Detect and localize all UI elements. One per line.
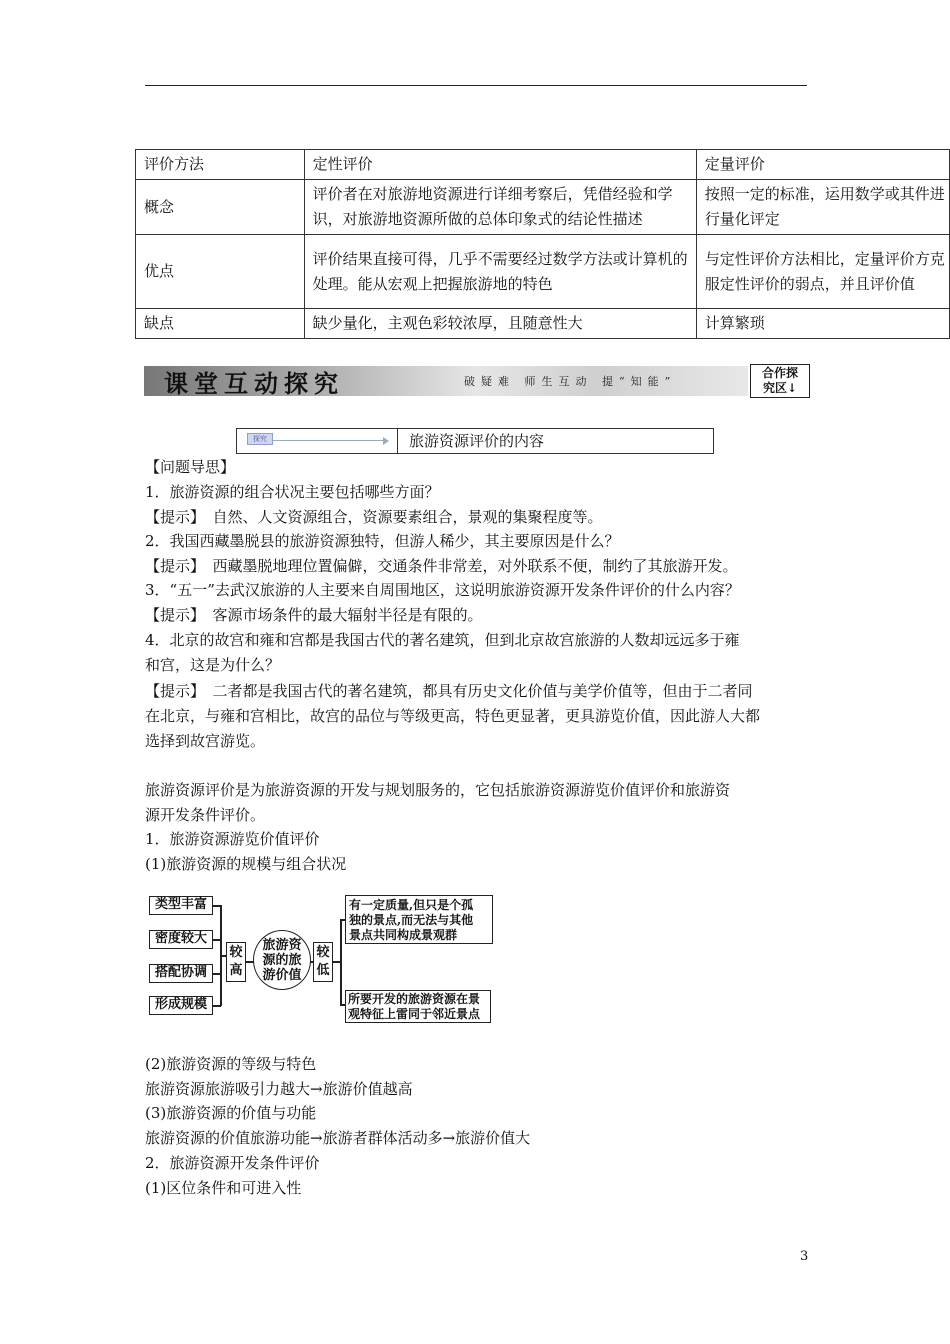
text-line: 【提示】 客源市场条件的最大辐射半径是有限的。 bbox=[145, 606, 483, 624]
table-header-row bbox=[136, 150, 950, 180]
box-text-line: 观特征上雷同于邻近景点 bbox=[348, 1007, 481, 1021]
diagram-box-right-top bbox=[345, 895, 493, 944]
table-cell: 评价结果直接可得，几乎不需要经过数学方法或计算机的处理。能从宏观上把握旅游地的特色 bbox=[304, 235, 696, 309]
text-line: (2)旅游资源的等级与特色 bbox=[145, 1055, 317, 1073]
box-text-line: 所要开发的旅游资源在景 bbox=[348, 992, 481, 1006]
text-line: 选择到故宫游览。 bbox=[145, 732, 266, 750]
box-text-line: 景点共同构成景观群 bbox=[349, 928, 458, 942]
text-line: 源开发条件评价。 bbox=[145, 806, 266, 824]
diagram-box-high: 较高 bbox=[226, 942, 246, 982]
center-text-line: 源的旅 bbox=[262, 953, 302, 968]
comparison-table bbox=[135, 149, 950, 339]
section-banner bbox=[144, 366, 748, 396]
diagram-box-low: 较低 bbox=[313, 942, 333, 982]
diagram-center-circle bbox=[253, 930, 311, 990]
center-text-line: 游价值 bbox=[262, 968, 302, 983]
text-line: 在北京，与雍和宫相比，故宫的品位与等级更高，特色更显著，更具游览价值，因此游人大都 bbox=[145, 707, 761, 725]
table-cell: 按照一定的标准，运用数学或其件进行量化评定 bbox=[696, 180, 949, 235]
text-line: 2．我国西藏墨脱县的旅游资源独特，但游人稀少，其主要原因是什么？ bbox=[145, 532, 620, 550]
text-line: 旅游资源的价值旅游功能→旅游者群体活动多→旅游价值大 bbox=[145, 1129, 531, 1147]
text-line: 1．旅游资源的组合状况主要包括哪些方面？ bbox=[145, 483, 440, 501]
center-text-line: 旅游资 bbox=[262, 938, 302, 953]
text-line: (1)区位条件和可进入性 bbox=[145, 1179, 302, 1197]
table-cell: 缺点 bbox=[136, 309, 305, 339]
table-cell: 缺少量化，主观色彩较浓厚，且随意性大 bbox=[304, 309, 696, 339]
text-line: (1)旅游资源的规模与组合状况 bbox=[145, 855, 347, 873]
text-line: 3．“五一”去武汉旅游的人主要来自周围地区，这说明旅游资源开发条件评价的什么内容？ bbox=[145, 581, 740, 599]
text-line: (3)旅游资源的价值与功能 bbox=[145, 1104, 317, 1122]
table-cell: 评价者在对旅游地资源进行详细考察后，凭借经验和学识，对旅游地资源所做的总体印象式的结论性描述 bbox=[304, 180, 696, 235]
table-cell: 评价方法 bbox=[136, 150, 305, 180]
explore-tag-icon: 探究 bbox=[247, 433, 273, 445]
text-line: 【问题导思】 bbox=[145, 458, 236, 476]
table-row bbox=[136, 235, 950, 309]
explore-heading bbox=[236, 428, 714, 454]
diagram-box-left: 形成规模 bbox=[149, 996, 213, 1015]
page-number: 3 bbox=[800, 1249, 809, 1264]
banner-title: 课堂互动探究 bbox=[164, 369, 344, 398]
explore-tag-area bbox=[237, 429, 398, 453]
banner-subtitle: 破疑难 师生互动 提“知能” bbox=[464, 375, 677, 388]
table-cell: 定量评价 bbox=[696, 150, 949, 180]
text-line: 旅游资源评价是为旅游资源的开发与规划服务的，它包括旅游资源游览价值评价和旅游资 bbox=[145, 781, 731, 799]
table-cell: 概念 bbox=[136, 180, 305, 235]
text-line: 4．北京的故宫和雍和宫都是我国古代的著名建筑，但到北京故宫旅游的人数却远远多于雍 bbox=[145, 631, 740, 649]
badge-line: 究区↓ bbox=[762, 381, 798, 395]
box-text-line: 独的景点,而无法与其他 bbox=[349, 913, 474, 927]
text-line: 2．旅游资源开发条件评价 bbox=[145, 1154, 320, 1172]
table-cell: 优点 bbox=[136, 235, 305, 309]
box-text-line: 有一定质量,但只是个孤 bbox=[349, 898, 474, 912]
text-line: 【提示】 二者都是我国古代的著名建筑，都具有历史文化价值与美学价值等，但由于二者同 bbox=[145, 682, 753, 700]
diagram-box-left: 搭配协调 bbox=[149, 964, 213, 983]
header-rule bbox=[145, 85, 807, 86]
diagram-box-right-bottom bbox=[345, 990, 491, 1023]
text-line: 【提示】 西藏墨脱地理位置偏僻，交通条件非常差，对外联系不便，制约了其旅游开发。 bbox=[145, 557, 738, 575]
text-line: 旅游资源旅游吸引力越大→旅游价值越高 bbox=[145, 1080, 413, 1098]
table-row bbox=[136, 309, 950, 339]
table-cell: 计算繁琐 bbox=[696, 309, 949, 339]
text-line: 【提示】 自然、人文资源组合，资源要素组合，景观的集聚程度等。 bbox=[145, 508, 603, 526]
arrow-right-icon bbox=[273, 440, 383, 441]
text-line: 和宫，这是为什么？ bbox=[145, 656, 281, 674]
table-cell: 定性评价 bbox=[304, 150, 696, 180]
text-line: 1．旅游资源游览价值评价 bbox=[145, 830, 320, 848]
diagram-box-left: 类型丰富 bbox=[149, 896, 213, 915]
explore-label: 旅游资源评价的内容 bbox=[409, 432, 545, 450]
connector-line bbox=[340, 919, 342, 1005]
diagram-box-left: 密度较大 bbox=[149, 930, 213, 949]
table-row bbox=[136, 180, 950, 235]
badge-line: 合作探 bbox=[761, 366, 798, 380]
cooperation-badge bbox=[750, 364, 810, 398]
table-cell: 与定性评价方法相比，定量评价方克服定性评价的弱点，并且评价值 bbox=[696, 235, 949, 309]
